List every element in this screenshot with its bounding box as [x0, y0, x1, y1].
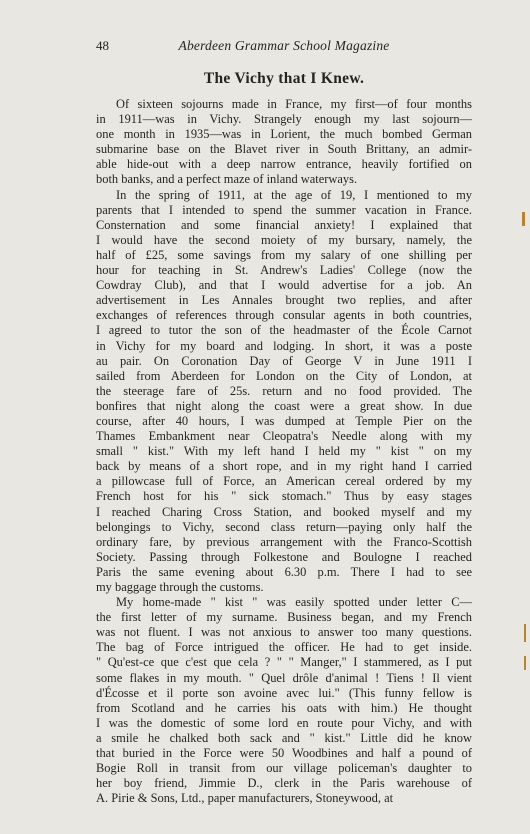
text-line: the steerage fare of 25s. return and no food provided. The: [96, 383, 472, 398]
text-line: some flakes in my mouth. " Quel drôle d'animal ! Tiens ! Il vient: [96, 670, 472, 685]
text-line: her boy friend, Jimmie D., clerk in the Paris warehouse of: [96, 776, 472, 791]
text-line: course, after 40 hours, I was dumped at Temple Pier on the: [96, 413, 472, 428]
text-line: Consternation and some financial anxiety! I explained that: [96, 217, 472, 232]
text-line: A. Pirie & Sons, Ltd., paper manufacturers, Stoneywood, at: [96, 791, 394, 806]
text-line: from Scotland and he carries his oats with him.) He thought: [96, 700, 472, 715]
text-line: bonfires that night along the coast were a great show. In due: [96, 398, 472, 413]
article-body: [96, 97, 472, 806]
article-title: The Vichy that I Knew.: [203, 70, 365, 87]
text-line: Paris the same evening about 6.30 p.m. There I had to see: [96, 564, 472, 579]
text-line: My home-made " kist " was easily spotted under letter C—: [116, 595, 472, 610]
text-line: d'Écosse et il porte son avoine avec lui." (This funny fellow is: [96, 685, 472, 700]
text-line: my baggage through the customs.: [96, 580, 264, 594]
text-line: hour for teaching in St. Andrew's Ladies' College (now the: [96, 263, 472, 278]
page-header: [96, 38, 472, 58]
text-line: advertisement in Les Annales brought two replies, and after: [96, 293, 472, 308]
page-number: 48: [96, 38, 109, 53]
text-line: submarine base on the Blavet river in South Brittany, an admir-: [96, 142, 472, 157]
text-line: a smile he chalked both sack and " kist." Little did he know: [96, 730, 472, 745]
text-line: one month in 1935—was in Lorient, the much bombed German: [96, 127, 472, 142]
text-line: French host for his " sick stomach." Thus by easy stages: [96, 489, 472, 504]
text-line: Thames Embankment near Cleopatra's Needle along with my: [96, 429, 472, 444]
text-line: " Qu'est-ce que c'est que cela ? " " Manger," I stammered, as I put: [96, 655, 472, 670]
text-line: in 1911—was in Vichy. Strangely enough my last sojourn—: [96, 112, 472, 127]
text-line: I reached Charing Cross Station, and booked myself and my: [96, 504, 472, 519]
text-line: was not fluent. I was not anxious to answer too many questions.: [96, 625, 472, 640]
text-line: The bag of Force intrigued the officer. He had to get inside.: [96, 640, 472, 655]
text-line: half of £25, some savings from my salary of one shilling per: [96, 247, 472, 262]
text-line: belongings to Vichy, second class return—paying only half the: [96, 519, 472, 534]
text-line: back by means of a short rope, and in my right hand I carried: [96, 459, 472, 474]
text-line: au pair. On Coronation Day of George V in June 1911 I: [96, 353, 472, 368]
text-line: sailed from Aberdeen for London on the City of London, at: [96, 368, 472, 383]
running-title: Aberdeen Grammar School Magazine: [178, 38, 390, 53]
text-line: parents that I intended to spend the summer vacation in France.: [96, 202, 472, 217]
text-line: Cowdray Club), and that I would advertise for a job. An: [96, 278, 472, 293]
text-line: the first letter of my surname. Business began, and my French: [96, 610, 472, 625]
text-line: exchanges of references through consular agents in both countries,: [96, 308, 472, 323]
text-line: Bogie Roll in transit from our village policeman's daughter to: [96, 761, 472, 776]
text-line: Society. Passing through Folkestone and Boulogne I reached: [96, 549, 472, 564]
text-line: I agreed to tutor the son of the headmaster of the École Carnot: [96, 323, 472, 338]
text-line: In the spring of 1911, at the age of 19, I mentioned to my: [116, 187, 472, 202]
margin-mark: [524, 656, 526, 670]
margin-mark: [524, 624, 526, 642]
text-line: Of sixteen sojourns made in France, my first—of four months: [116, 97, 472, 111]
text-line: in Vichy for my board and lodging. In short, it was a poste: [96, 338, 472, 353]
text-line: I was the domestic of some lord en route pour Vichy, and with: [96, 715, 472, 730]
text-line: both banks, and a perfect maze of inland waterways.: [96, 172, 358, 187]
text-line: that buried in the Force were 50 Woodbines and half a pound of: [96, 746, 472, 761]
margin-mark: [522, 212, 525, 226]
text-line: I would have the second moiety of my bursary, namely, the: [96, 232, 472, 247]
text-line: small " kist." With my left hand I held my " kist " on my: [96, 444, 472, 459]
text-line: able hide-out with a deep narrow entrance, heavily fortified on: [96, 157, 472, 172]
text-line: a pillowcase full of Force, an American cereal ordered by my: [96, 474, 472, 489]
text-line: ordinary fare, by previous arrangement with the Franco-Scottish: [96, 534, 472, 549]
